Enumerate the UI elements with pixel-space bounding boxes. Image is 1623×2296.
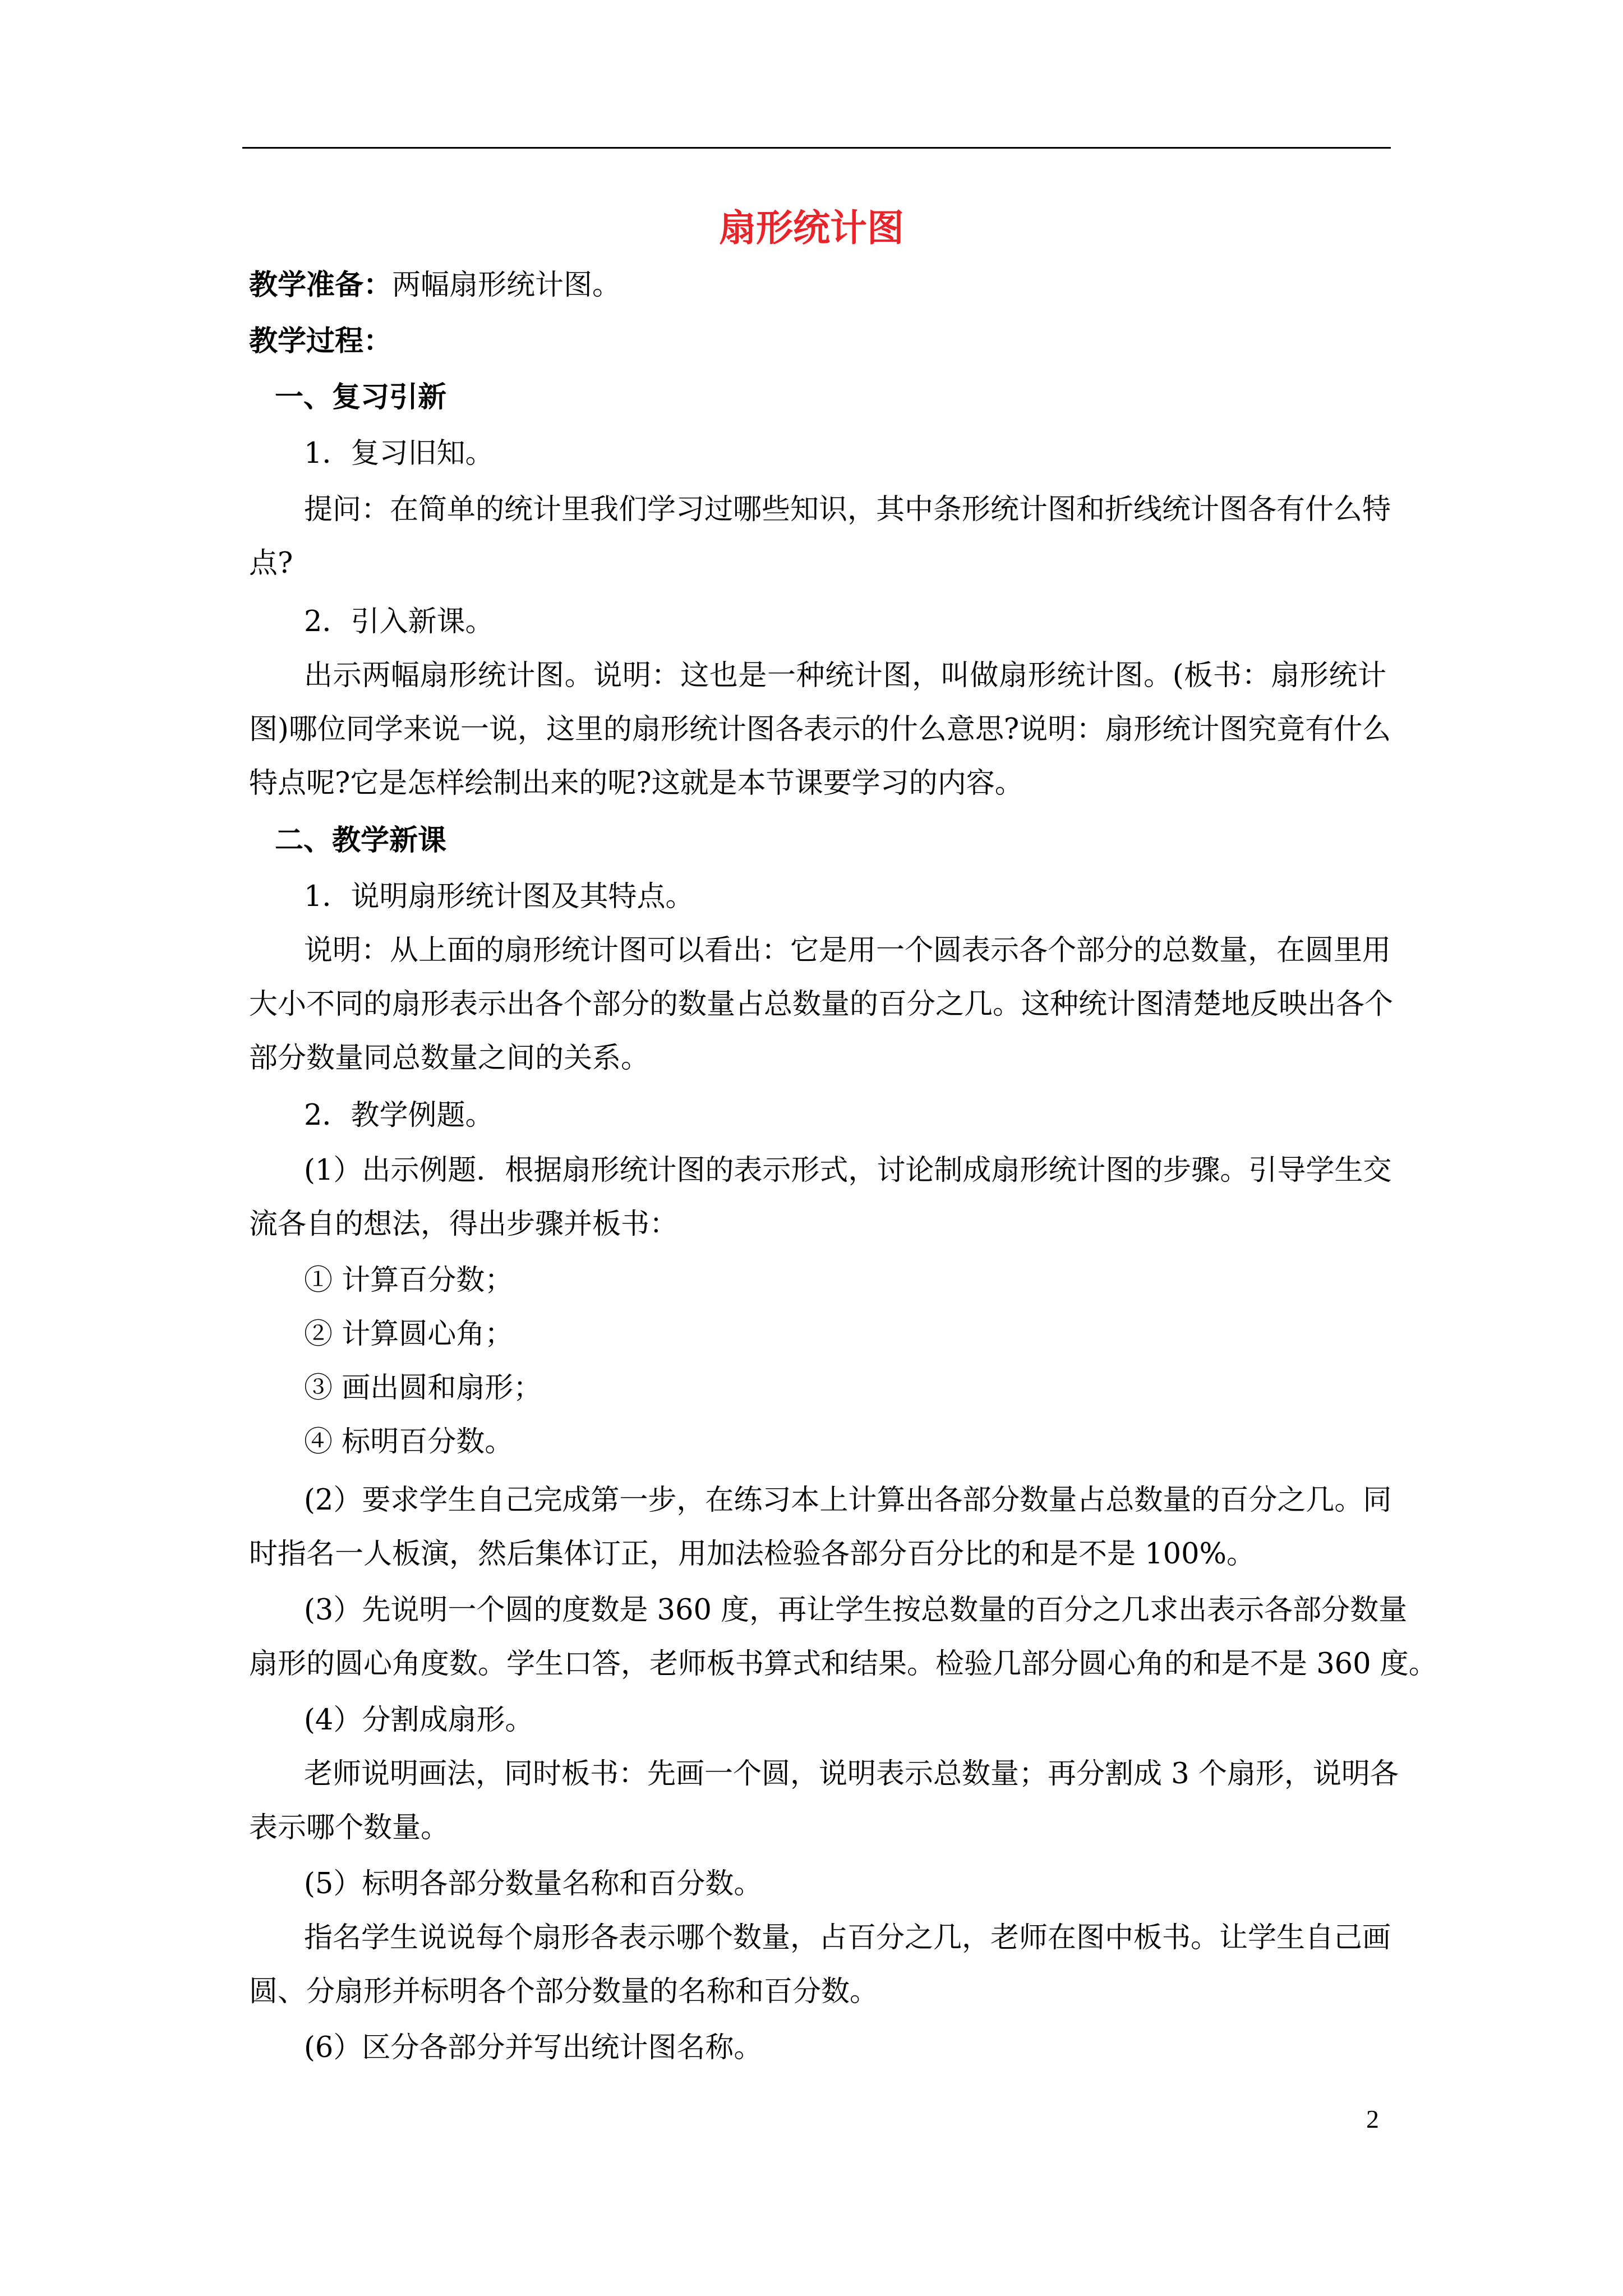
item-label-names: (5）标明各部分数量名称和百分数。 <box>304 1867 763 1901</box>
paragraph-drawing-line-2: 表示哪个数量。 <box>249 1811 450 1844</box>
teaching-process-label: 教学过程： <box>249 325 393 358</box>
paragraph-question-line-2: 点? <box>249 547 293 580</box>
section-heading-new-lesson: 二、教学新课 <box>275 824 447 857</box>
paragraph-example-3-line-1: (3）先说明一个圆的度数是 360 度，再让学生按总数量的百分之几求出表示各部分数量 <box>304 1594 1408 1627</box>
item-explain-features: 1．说明扇形统计图及其特点。 <box>304 880 694 913</box>
item-review-old-knowledge: 1．复习旧知。 <box>304 437 494 470</box>
item-example: 2．教学例题。 <box>304 1099 494 1132</box>
paragraph-example-1-line-1: (1）出示例题．根据扇形统计图的表示形式，讨论制成扇形统计图的步骤。引导学生交 <box>304 1154 1392 1187</box>
paragraph-drawing-line-1: 老师说明画法，同时板书：先画一个圆，说明表示总数量；再分割成 3 个扇形，说明各 <box>304 1757 1399 1791</box>
paragraph-labeling-line-2: 圆、分扇形并标明各个部分数量的名称和百分数。 <box>249 1975 879 2008</box>
paragraph-intro-line-1: 出示两幅扇形统计图。说明：这也是一种统计图，叫做扇形统计图。(板书：扇形统计 <box>304 659 1386 692</box>
paragraph-example-3-line-2: 扇形的圆心角度数。学生口答，老师板书算式和结果。检验几部分圆心角的和是不是 360 度。 <box>249 1648 1437 1681</box>
teaching-preparation-label: 教学准备： <box>249 269 393 302</box>
paragraph-features-line-1: 说明：从上面的扇形统计图可以看出：它是用一个圆表示各个部分的总数量，在圆里用 <box>304 934 1391 967</box>
paragraph-example-2-line-1: (2）要求学生自己完成第一步，在练习本上计算出各部分数量占总数量的百分之几。同 <box>304 1484 1392 1517</box>
teaching-preparation-line <box>249 266 621 305</box>
section-heading-review: 一、复习引新 <box>275 381 447 414</box>
paragraph-example-1-line-2: 流各自的想法，得出步骤并板书： <box>249 1208 679 1241</box>
paragraph-example-2-line-2: 时指名一人板演，然后集体订正，用加法检验各部分百分比的和是不是 100%。 <box>249 1538 1256 1571</box>
paragraph-intro-line-3: 特点呢?它是怎样绘制出来的呢?这就是本节课要学习的内容。 <box>249 767 1023 800</box>
step-2: ② 计算圆心角； <box>304 1318 514 1351</box>
paragraph-intro-line-2: 图)哪位同学来说一说，这里的扇形统计图各表示的什么意思?说明：扇形统计图究竟有什么 <box>249 713 1391 746</box>
document-title: 扇形统计图 <box>719 206 904 250</box>
item-divide-sectors: (4）分割成扇形。 <box>304 1704 534 1737</box>
paragraph-features-line-2: 大小不同的扇形表示出各个部分的数量占总数量的百分之几。这种统计图清楚地反映出各个 <box>249 988 1394 1021</box>
step-1: ① 计算百分数； <box>304 1264 514 1297</box>
paragraph-features-line-3: 部分数量同总数量之间的关系。 <box>249 1042 650 1075</box>
step-4: ④ 标明百分数。 <box>304 1425 514 1458</box>
paragraph-question-line-1: 提问：在简单的统计里我们学习过哪些知识，其中条形统计图和折线统计图各有什么特 <box>304 493 1391 526</box>
item-introduce-new-lesson: 2．引入新课。 <box>304 605 494 638</box>
header-rule <box>242 147 1391 149</box>
item-distinguish-parts: (6）区分各部分并写出统计图名称。 <box>304 2031 763 2064</box>
step-3: ③ 画出圆和扇形； <box>304 1372 542 1405</box>
teaching-preparation-text: 两幅扇形统计图。 <box>392 269 621 302</box>
paragraph-labeling-line-1: 指名学生说说每个扇形各表示哪个数量，占百分之几，老师在图中板书。让学生自己画 <box>304 1921 1391 1954</box>
page-number: 2 <box>1366 2105 1379 2133</box>
